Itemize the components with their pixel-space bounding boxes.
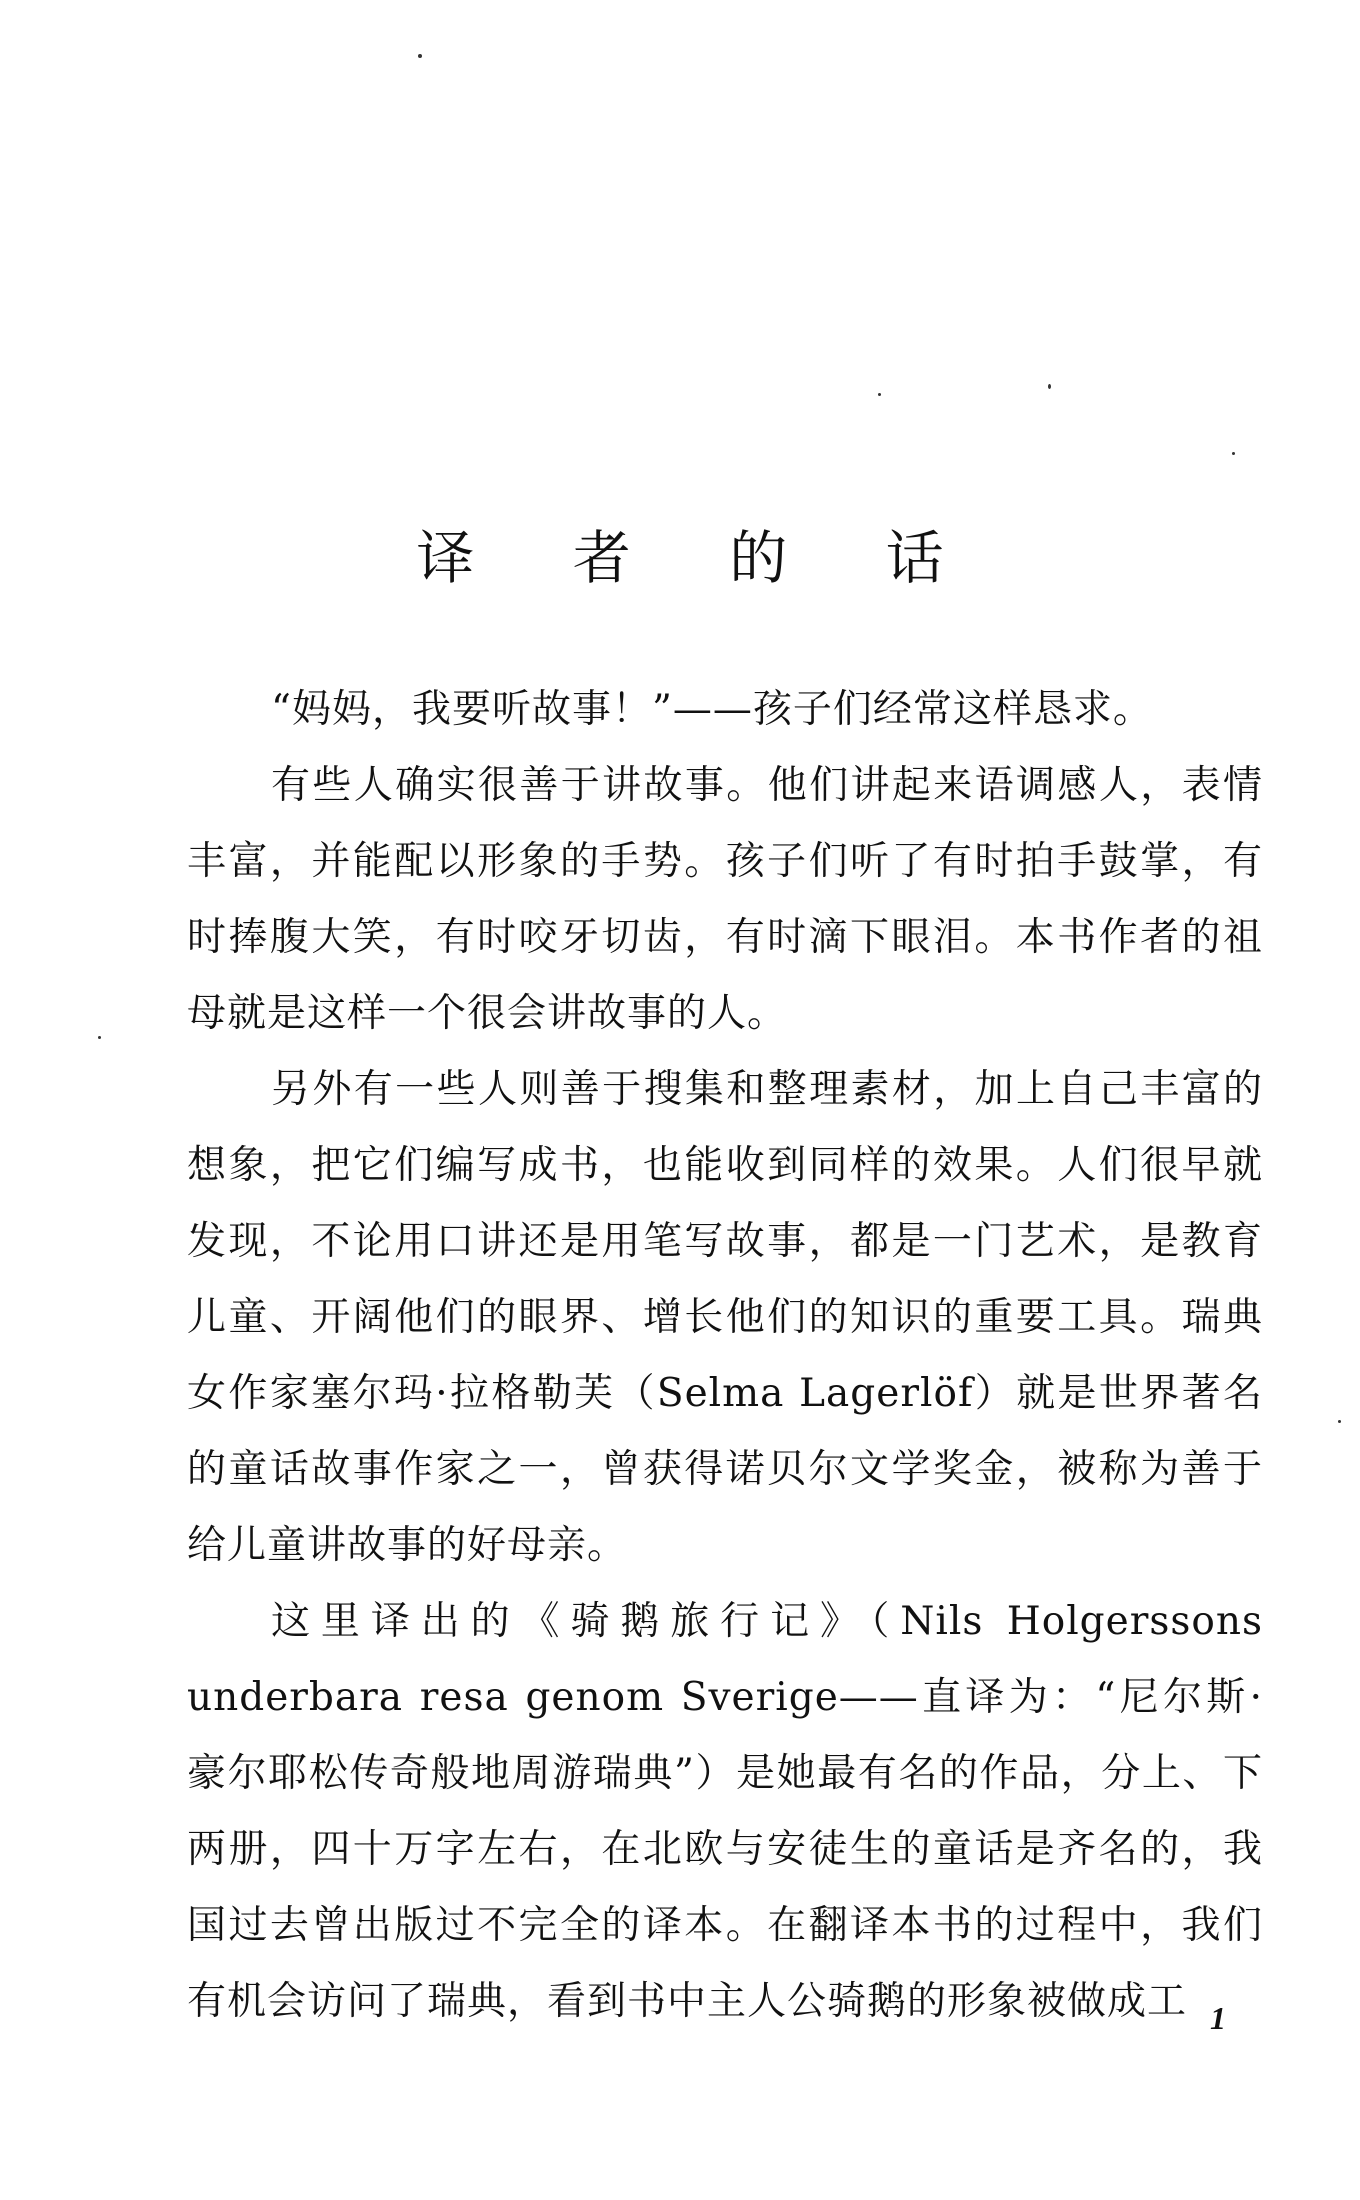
paragraph: 有些人确实很善于讲故事。他们讲起来语调感人，表情丰富，并能配以形象的手势。孩子们听了有时拍手鼓掌，有时捧腹大笑，有时咬牙切齿，有时滴下眼泪。本书作者的祖母就是这样一个很会讲故事的人。 — [187, 763, 1263, 1036]
scan-speck — [878, 393, 881, 396]
scan-speck — [1048, 384, 1051, 389]
paragraph: “妈妈，我要听故事！”——孩子们经常这样恳求。 — [271, 687, 1153, 732]
paragraph: 这里译出的《骑鹅旅行记》（Nils Holgerssons underbara resa genom Sverige——直译为：“尼尔斯·豪尔耶松传奇般地周游瑞典”）是她最有名的作品，分上、下两册，四十万字左右，在北欧与安徒生的童话是齐名的，我国过去曾出版过不完全的译本。在翻译本书的过程中，我们有机会访问了瑞典，看到书中主人公骑鹅的形象被做成工 — [187, 1599, 1263, 2024]
scan-speck — [1232, 452, 1235, 455]
body-text — [187, 672, 1263, 2040]
page-number: 1 — [1210, 2000, 1226, 2036]
scan-speck — [418, 54, 422, 58]
paragraph: 另外有一些人则善于搜集和整理素材，加上自己丰富的想象，把它们编写成书，也能收到同样的效果。人们很早就发现，不论用口讲还是用笔写故事，都是一门艺术，是教育儿童、开阔他们的眼界、增长他们的知识的重要工具。瑞典女作家塞尔玛·拉格勒芙（Selma Lagerlöf）就是世界著名的童话故事作家之一，曾获得诺贝尔文学奖金，被称为善于给儿童讲故事的好母亲。 — [187, 1067, 1263, 1568]
scan-speck — [98, 1036, 101, 1039]
page-title: 译 者 的 话 — [416, 524, 984, 592]
scan-speck — [1338, 1420, 1341, 1423]
